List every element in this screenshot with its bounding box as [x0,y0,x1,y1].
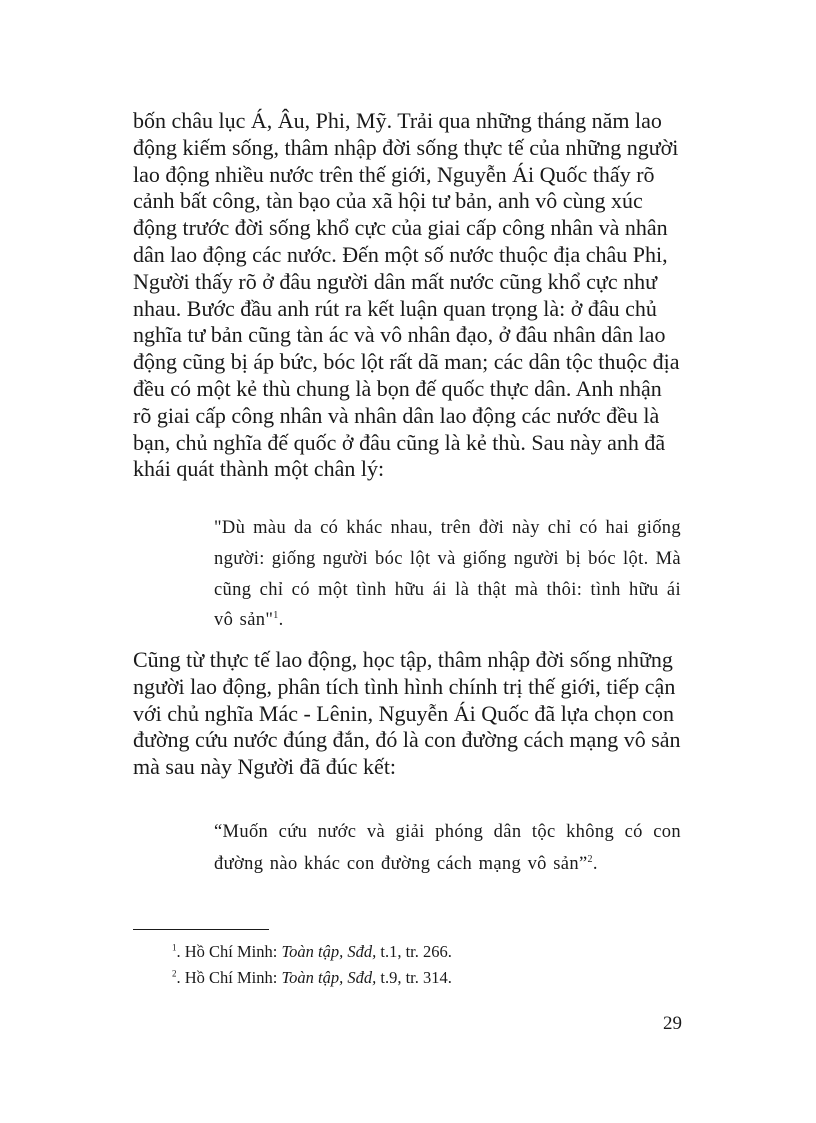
footnote-prefix: . Hồ Chí Minh: [176,942,282,961]
footnote-prefix: . Hồ Chí Minh: [176,968,282,987]
footnote-reference[interactable]: 2 [587,853,593,865]
quote-text: “Muốn cứu nước và giải phóng dân tộc không có con đường nào khác con đường cách mạng vô sản” [214,822,681,874]
page-number: 29 [663,1013,682,1034]
block-quote [214,816,681,880]
footnote-suffix: t.9, tr. 314. [376,968,452,987]
footnote-source-title: Toàn tập, Sđd, [281,942,377,961]
body-paragraph: Cũng từ thực tế lao động, học tập, thâm nhập đời sống những người lao động, phân tích tình hình chính trị thế giới, tiếp cận với chủ nghĩa Mác - Lênin, Nguyễn Ái Quốc đã lựa chọn con đường cứu nước đúng đắn, đó là con đường cách mạng vô sản mà sau này Người đã đúc kết: [133,647,681,780]
footnote-divider [133,929,269,930]
block-quote [214,513,681,636]
footnote-source-title: Toàn tập, Sđd, [281,968,377,987]
quote-end: . [278,610,284,631]
footnote [172,942,452,962]
quote-text: "Dù màu da có khác nhau, trên đời này chỉ có hai giống người: giống người bóc lột và giống người bị bóc lột. Mà cũng chỉ có một tình hữu ái là thật mà thôi: tình hữu ái vô sản" [214,518,681,631]
footnote-marker: 2 [172,968,177,979]
footnote-reference[interactable]: 1 [273,610,279,622]
body-paragraph: bốn châu lục Á, Âu, Phi, Mỹ. Trải qua những tháng năm lao động kiếm sống, thâm nhập đời sống thực tế của những người lao động nhiều nước trên thế giới, Nguyễn Ái Quốc thấy rõ cảnh bất công, tàn bạo của xã hội tư bản, anh vô cùng xúc động trước đời sống khổ cực của giai cấp công nhân và nhân dân lao động các nước. Đến một số nước thuộc địa châu Phi, Người thấy rõ ở đâu người dân mất nước cũng khổ cực như nhau. Bước đầu anh rút ra kết luận quan trọng là: ở đâu chủ nghĩa tư bản cũng tàn ác và vô nhân đạo, ở đâu nhân dân lao động cũng bị áp bức, bóc lột rất dã man; các dân tộc thuộc địa đều có một kẻ thù chung là bọn đế quốc thực dân. Anh nhận rõ giai cấp công nhân và nhân dân lao động các nước đều là bạn, chủ nghĩa đế quốc ở đâu cũng là kẻ thù. Sau này anh đã khái quát thành một chân lý: [133,108,680,482]
quote-end: . [592,854,598,874]
footnote-suffix: t.1, tr. 266. [376,942,452,961]
footnote-marker: 1 [172,942,177,953]
footnote [172,968,452,988]
